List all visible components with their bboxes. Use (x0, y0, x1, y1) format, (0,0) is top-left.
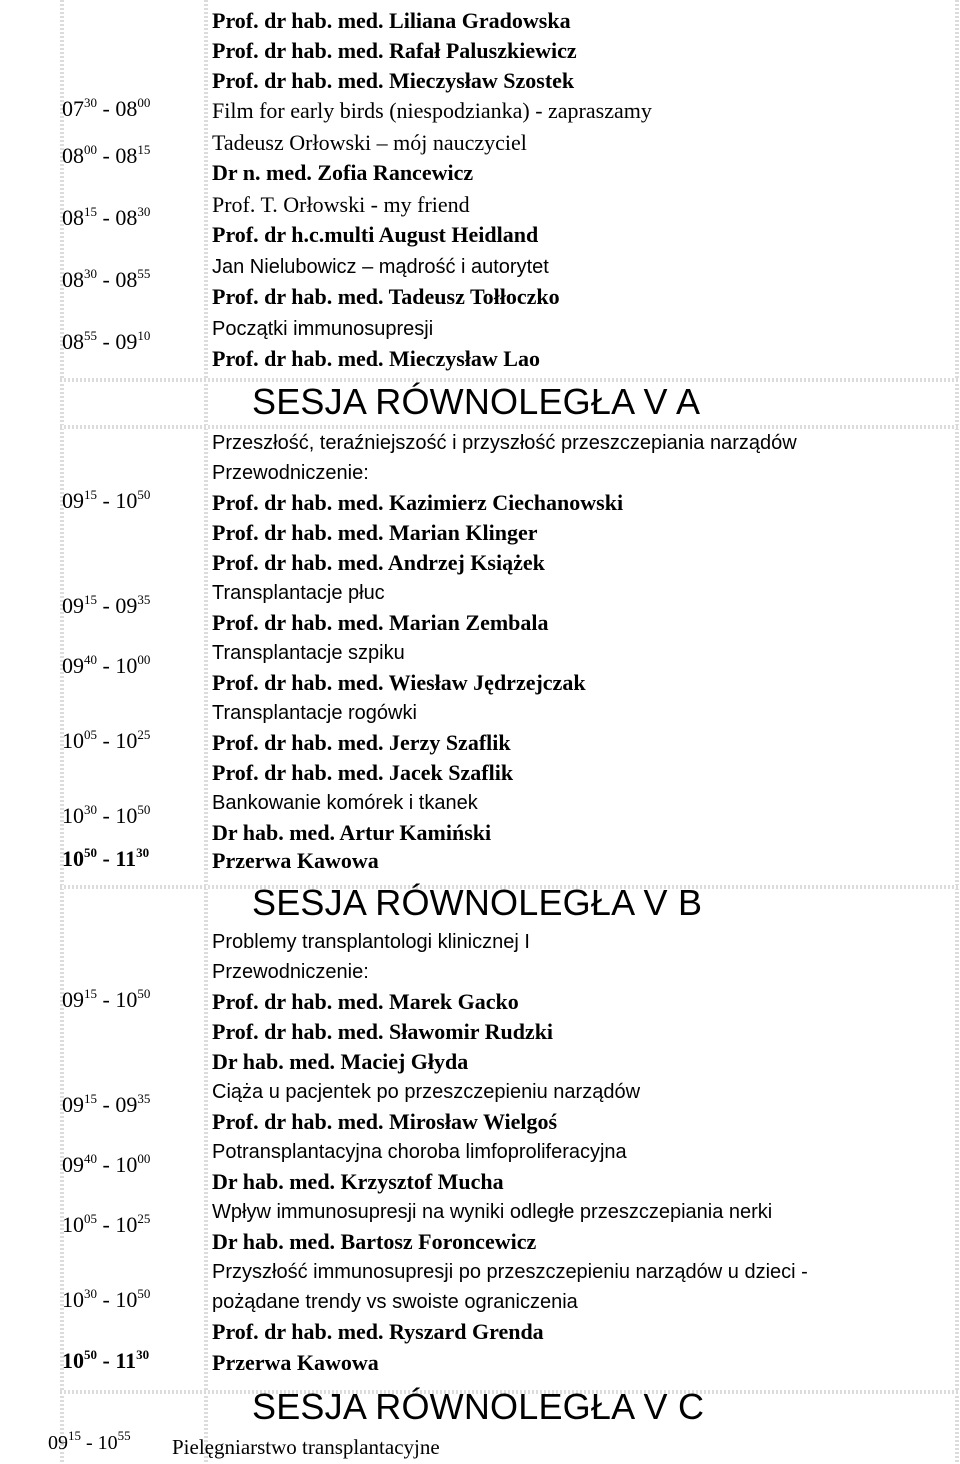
time-minutes: 15 (84, 203, 97, 219)
speaker-name: Prof. dr hab. med. Mieczysław Szostek (212, 68, 575, 93)
time-separator: - (97, 653, 116, 678)
time-separator: - (97, 1212, 116, 1237)
time-hour: 10 (62, 846, 84, 871)
item-title: Transplantacje płuc (212, 582, 385, 604)
time-range (62, 803, 150, 829)
item-text (212, 1197, 772, 1257)
mid-divider-line (204, 0, 208, 1464)
time-minutes: 10 (137, 327, 151, 343)
item-title: Wpływ immunosupresji na wyniki odległe przeszczepiania nerki (212, 1201, 773, 1223)
time-hour: 08 (62, 143, 84, 168)
time-hour: 11 (115, 1348, 137, 1373)
speaker-name: Prof. dr hab. med. Mieczysław Lao (212, 346, 540, 371)
time-hour: 09 (115, 593, 138, 618)
time-hour: 09 (62, 653, 84, 678)
time-hour: 10 (62, 803, 84, 828)
time-minutes: 15 (68, 1428, 81, 1444)
time-separator: - (97, 488, 116, 513)
time-hour: 09 (62, 593, 84, 618)
time-hour: 09 (115, 329, 138, 354)
time-hour: 09 (62, 1152, 84, 1177)
time-range (62, 205, 150, 231)
time-separator: - (97, 1152, 116, 1177)
speaker-name: Prof. dr hab. med. Ryszard Grenda (212, 1319, 544, 1344)
time-minutes: 15 (84, 1090, 97, 1106)
time-minutes: 55 (137, 265, 151, 281)
item-title: Transplantacje rogówki (212, 702, 417, 724)
speaker-name: Prof. dr hab. med. Marian Zembala (212, 610, 549, 635)
time-hour: 08 (62, 267, 84, 292)
time-hour: 10 (115, 987, 138, 1012)
speaker-name: Prof. dr hab. med. Mirosław Wielgoś (212, 1109, 558, 1134)
time-hour: 08 (115, 143, 138, 168)
speaker-name: Prof. dr hab. med. Liliana Gradowska (212, 8, 571, 33)
time-range (62, 653, 150, 679)
item-title: Początki immunosupresji (212, 318, 434, 340)
right-divider-line (955, 0, 959, 1464)
time-minutes: 30 (136, 844, 150, 860)
time-range (62, 488, 150, 514)
time-separator: - (97, 846, 116, 871)
time-separator: - (97, 987, 116, 1012)
time-hour: 08 (115, 96, 138, 121)
session-title: SESJA RÓWNOLEGŁA V B (252, 882, 703, 923)
item-text (212, 1077, 640, 1137)
time-range (62, 329, 150, 355)
item-title: Ciąża u pacjentek po przeszczepieniu narządów (212, 1081, 641, 1103)
time-minutes: 30 (84, 801, 97, 817)
time-range (62, 1348, 149, 1374)
item-text (212, 314, 540, 374)
time-range (62, 96, 150, 122)
time-hour: 10 (115, 1287, 138, 1312)
time-hour: 10 (115, 1212, 138, 1237)
item-text (212, 1137, 627, 1197)
time-hour: 09 (62, 488, 84, 513)
time-minutes: 15 (84, 486, 97, 502)
item-title: Film for early birds (niespodzianka) - zapraszamy (212, 98, 652, 123)
item-text (212, 638, 586, 698)
speaker-name: Dr hab. med. Maciej Głyda (212, 1049, 469, 1074)
time-minutes: 50 (137, 985, 151, 1001)
time-hour: 11 (115, 846, 137, 871)
speaker-name: Prof. dr hab. med. Andrzej Książek (212, 550, 545, 575)
time-minutes: 25 (137, 1210, 151, 1226)
speaker-name: Prof. dr hab. med. Marek Gacko (212, 989, 519, 1014)
time-minutes: 55 (117, 1428, 131, 1444)
item-title: Bankowanie komórek i tkanek (212, 792, 478, 814)
time-hour: 09 (62, 987, 84, 1012)
time-minutes: 30 (84, 265, 97, 281)
time-minutes: 50 (137, 486, 151, 502)
time-minutes: 50 (137, 1285, 151, 1301)
time-hour: 10 (115, 653, 138, 678)
time-minutes: 30 (84, 1285, 97, 1301)
item-title: Transplantacje szpiku (212, 642, 405, 664)
time-hour: 08 (62, 205, 84, 230)
speaker-name: Prof. dr hab. med. Jacek Szaflik (212, 760, 514, 785)
time-minutes: 05 (84, 726, 97, 742)
speaker-name: Prof. dr hab. med. Marian Klinger (212, 520, 538, 545)
time-hour: 10 (115, 488, 138, 513)
time-separator: - (97, 205, 116, 230)
time-separator: - (81, 1432, 98, 1454)
speaker-name: Dr hab. med. Krzysztof Mucha (212, 1169, 504, 1194)
item-title: Problemy transplantologi klinicznej I (212, 931, 530, 953)
time-separator: - (97, 329, 116, 354)
item-text (212, 190, 538, 250)
time-minutes: 15 (84, 985, 97, 1001)
item-text (212, 1257, 808, 1347)
time-minutes: 50 (84, 1346, 97, 1362)
time-hour: 08 (115, 205, 138, 230)
time-minutes: 35 (137, 1090, 151, 1106)
time-minutes: 30 (84, 94, 97, 110)
speaker-name: Prof. dr hab. med. Kazimierz Ciechanowski (212, 490, 624, 515)
time-hour: 10 (62, 1348, 84, 1373)
time-hour: 08 (115, 267, 138, 292)
time-minutes: 00 (137, 94, 151, 110)
time-minutes: 00 (137, 1150, 151, 1166)
break-label (212, 846, 379, 876)
time-range (48, 1428, 131, 1455)
time-minutes: 00 (84, 141, 97, 157)
time-separator: - (97, 267, 116, 292)
time-hour: 08 (62, 329, 84, 354)
time-minutes: 50 (84, 844, 97, 860)
time-range (62, 1212, 150, 1238)
item-text (212, 252, 560, 312)
time-minutes: 30 (136, 1346, 150, 1362)
speaker-name: Prof. dr hab. med. Wiesław Jędrzejczak (212, 670, 586, 695)
time-minutes: 25 (137, 726, 151, 742)
time-hour: 10 (115, 1152, 138, 1177)
session-title: SESJA RÓWNOLEGŁA V C (252, 1386, 705, 1427)
item-title: Jan Nielubowicz – mądrość i autorytet (212, 256, 549, 278)
time-hour: 10 (115, 728, 138, 753)
time-hour: 09 (48, 1432, 68, 1454)
time-minutes: 40 (84, 1150, 97, 1166)
item-text (212, 578, 549, 638)
time-hour: 10 (97, 1432, 118, 1454)
time-minutes: 15 (84, 591, 97, 607)
time-separator: - (97, 1287, 116, 1312)
time-hour: 07 (62, 96, 84, 121)
time-minutes: 15 (137, 141, 151, 157)
break-text: Przerwa Kawowa (212, 848, 379, 873)
break-text: Przerwa Kawowa (212, 1350, 379, 1375)
item-title: Przeszłość, teraźniejszość i przyszłość przeszczepiania narządów (212, 432, 797, 454)
time-hour: 09 (62, 1092, 84, 1117)
item-text (212, 128, 527, 188)
item-text (212, 96, 652, 126)
time-separator: - (97, 803, 116, 828)
time-range (62, 1287, 150, 1313)
time-range (62, 593, 150, 619)
item-title: Przyszłość immunosupresji po przeszczepieniu narządów u dzieci - (212, 1261, 808, 1283)
speaker-name: Prof. dr hab. med. Jerzy Szaflik (212, 730, 511, 755)
item-title: Tadeusz Orłowski – mój nauczyciel (212, 130, 527, 155)
break-label (212, 1348, 379, 1378)
time-minutes: 55 (84, 327, 97, 343)
time-minutes: 00 (137, 651, 151, 667)
item-text (212, 428, 797, 578)
time-minutes: 40 (84, 651, 97, 667)
item-title: Potransplantacyjna choroba limfoproliferacyjna (212, 1141, 627, 1163)
time-range (62, 1152, 150, 1178)
time-separator: - (97, 1348, 116, 1373)
item-title: Przewodniczenie: (212, 961, 369, 983)
item-text (212, 927, 553, 1077)
speaker-name: Prof. dr hab. med. Tadeusz Tołłoczko (212, 284, 560, 309)
time-range (62, 728, 150, 754)
time-minutes: 50 (137, 801, 151, 817)
speaker-name: Prof. dr hab. med. Rafał Paluszkiewicz (212, 38, 577, 63)
time-range (62, 267, 150, 293)
item-text (172, 1432, 440, 1462)
time-minutes: 35 (137, 591, 151, 607)
time-hour: 10 (62, 1212, 84, 1237)
time-range (62, 846, 149, 872)
time-minutes: 05 (84, 1210, 97, 1226)
item-title: Przewodniczenie: (212, 462, 369, 484)
time-separator: - (97, 1092, 116, 1117)
time-range (62, 143, 150, 169)
item-title: Prof. T. Orłowski - my friend (212, 192, 470, 217)
time-minutes: 30 (137, 203, 151, 219)
time-range (62, 1092, 150, 1118)
speaker-name: Dr hab. med. Artur Kamiński (212, 820, 492, 845)
speaker-name: Dr hab. med. Bartosz Foroncewicz (212, 1229, 537, 1254)
item-title: Pielęgniarstwo transplantacyjne (172, 1435, 440, 1459)
time-range (62, 987, 150, 1013)
time-separator: - (97, 143, 116, 168)
time-separator: - (97, 728, 116, 753)
time-hour: 09 (115, 1092, 138, 1117)
session-title: SESJA RÓWNOLEGŁA V A (252, 381, 701, 422)
speaker-name: Prof. dr h.c.multi August Heidland (212, 222, 539, 247)
item-text (212, 788, 491, 848)
item-title: pożądane trendy vs swoiste ograniczenia (212, 1291, 578, 1313)
time-hour: 10 (115, 803, 138, 828)
time-separator: - (97, 96, 116, 121)
item-text (212, 698, 513, 788)
time-separator: - (97, 593, 116, 618)
time-hour: 10 (62, 728, 84, 753)
top-names (212, 6, 577, 96)
speaker-name: Prof. dr hab. med. Sławomir Rudzki (212, 1019, 554, 1044)
time-hour: 10 (62, 1287, 84, 1312)
speaker-name: Dr n. med. Zofia Rancewicz (212, 160, 474, 185)
